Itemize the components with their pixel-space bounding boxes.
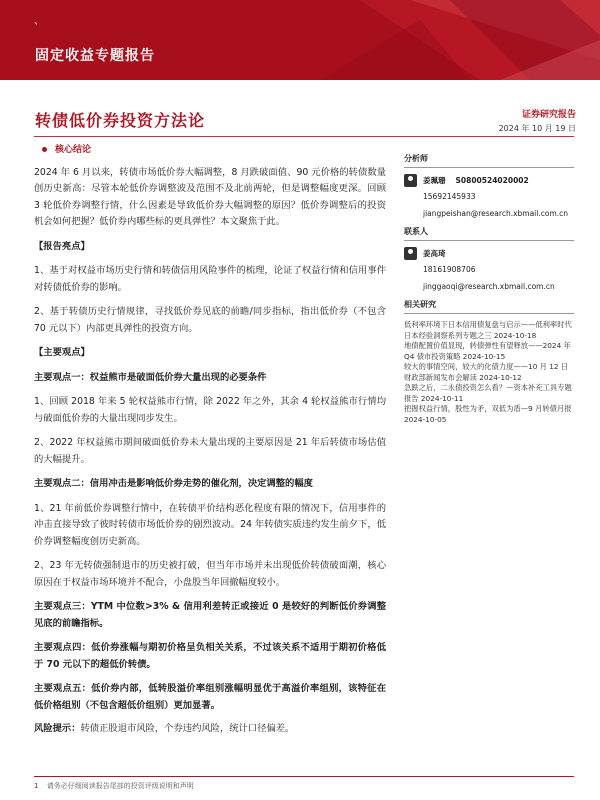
highlights-title: 【报告亮点】 bbox=[34, 240, 90, 252]
related-item[interactable]: 低利率环境下日本信用债复盘与启示——低利率时代日本经验洞察系列专题之三 2024-10-18 bbox=[404, 320, 572, 340]
related-item[interactable]: 急跌之后，二永债投资怎么看？—资本补充工具专题报告 2024-10-11 bbox=[404, 383, 572, 403]
view-2-title: 主要观点二：信用冲击是影响低价券走势的催化剂，决定调整的幅度 bbox=[34, 478, 313, 489]
contact-email[interactable]: jinggaoqi@research.xbmail.com.cn bbox=[423, 282, 555, 291]
footer-divider bbox=[34, 776, 574, 777]
view-5: 主要观点五：低价券内部，低转股溢价率组别涨幅明显优于高溢价率组别，该特征在低价格组别（不包含超低价组别）更加显著。 bbox=[34, 683, 386, 711]
intro-paragraph: 2024 年 6 月以来，转债市场低价券大幅调整，8 月跌破面值、90 元价格的转债数量创历史新高：尽管本轮低价券调整波及范围不及北前两轮，但是调整幅度更深。回顾 3 轮低价券调整行情，什么因素是导致低价券大幅调整的原因？低价券调整后的投资机会如何把握？低价券内哪些标的更具弹性？本文聚焦于此。 bbox=[34, 166, 386, 227]
related-item[interactable]: 把握权益行情，股性为矛，双低为盾—9 月转债月报 2024-10-05 bbox=[404, 404, 572, 424]
footer-disclaimer: 请务必仔细阅读报告尾部的投资评级说明和声明 bbox=[46, 782, 194, 790]
related-title: 相关研究 bbox=[404, 299, 574, 314]
analyst-row bbox=[404, 174, 574, 187]
related-list bbox=[404, 320, 574, 425]
view-1-point: 1、回顾 2018 年来 5 轮权益熊市行情，除 2022 年之外，其余 4 轮权益熊市行情均与破面低价券的大量出现同步发生。 bbox=[34, 396, 386, 424]
analyst-phone: 15692145933 bbox=[423, 192, 476, 201]
sidebar bbox=[404, 153, 574, 425]
view-3: 主要观点三：YTM 中位数>3% & 信用利差转正或接近 0 是较好的判断低价券调整见底的前瞻指标。 bbox=[34, 601, 386, 629]
related-item[interactable]: 较大的事情空间，较大的化债力度——10 月 12 日财政部新闻发布会解读 2024-10-12 bbox=[404, 362, 569, 382]
analyst-email[interactable]: jiangpeishan@research.xbmail.com.cn bbox=[423, 209, 569, 218]
bullet-icon bbox=[42, 147, 47, 152]
report-type: 证券研究报告 bbox=[521, 110, 576, 120]
banner-decoration bbox=[300, 0, 600, 80]
person-icon bbox=[404, 174, 417, 187]
title-divider bbox=[34, 136, 574, 137]
contact-name: 姜高琦 bbox=[423, 249, 446, 258]
highlight-item: 1、基于对权益市场历史行情和转债信用风险事件的梳理，论证了权益行情和信用事件对转债低价券的影响。 bbox=[34, 265, 386, 293]
views-title: 【主要观点】 bbox=[34, 347, 90, 358]
contact-phone: 18161908706 bbox=[423, 265, 476, 274]
document-title: 转债低价券投资方法论 bbox=[35, 111, 206, 130]
banner-mark: 、 bbox=[34, 16, 44, 27]
view-2-point: 2、23 年无转债强制退市的历史被打破，但当年市场并未出现低价转债破面潮，核心原因在于权益市场环境并不配合，小盘股当年回撤幅度较小。 bbox=[34, 560, 386, 588]
page-number: 1 bbox=[34, 782, 39, 790]
analyst-name: 姜珮珊 bbox=[423, 176, 446, 185]
risk-label: 风险提示： bbox=[34, 723, 81, 734]
main-content bbox=[34, 142, 386, 722]
view-4: 主要观点四：低价券涨幅与期初价格呈负相关关系，不过该关系不适用于期初价格低于 70 元以下的超低价转债。 bbox=[34, 642, 386, 670]
person-icon bbox=[404, 247, 417, 260]
report-date: 2024 年 10 月 19 日 bbox=[498, 124, 576, 133]
analysts-title: 分析师 bbox=[404, 153, 574, 168]
related-item[interactable]: 地债配置价值显现，转债弹性有望释放——2024 年 Q4 债市投资策略 2024-10-15 bbox=[404, 341, 571, 361]
report-category: 固定收益专题报告 bbox=[35, 48, 155, 64]
risk-text: 转债正股退市风险，个券违约风险，统计口径偏差。 bbox=[80, 723, 295, 734]
header-banner bbox=[0, 0, 600, 80]
core-heading: 核心结论 bbox=[34, 142, 386, 159]
risk-warning bbox=[34, 720, 294, 734]
view-1-point: 2、2022 年权益熊市期间破面低价券未大量出现的主要原因是 21 年后转债市场估值的大幅提升。 bbox=[34, 437, 386, 465]
view-1-title: 主要观点一：权益熊市是破面低价券大量出现的必要条件 bbox=[34, 371, 267, 383]
contact-row bbox=[404, 247, 574, 260]
contacts-title: 联系人 bbox=[404, 226, 574, 241]
highlight-item: 2、基于转债历史行情规律，寻找低价券见底的前瞻/同步指标，指出低价券（不包含 70 元以下）内部更具弹性的投资方向。 bbox=[34, 306, 386, 334]
analyst-cert: S0800524020002 bbox=[455, 176, 529, 185]
footer bbox=[34, 781, 194, 791]
view-2-point: 1、21 年前低价券调整行情中，在转债平价结构恶化程度有限的情况下，信用事件的冲击直接导致了彼时转债市场低价券的剧烈波动。24 年转债实质违约发生前夕下，低价券调整幅度创历史新高。 bbox=[34, 502, 386, 547]
